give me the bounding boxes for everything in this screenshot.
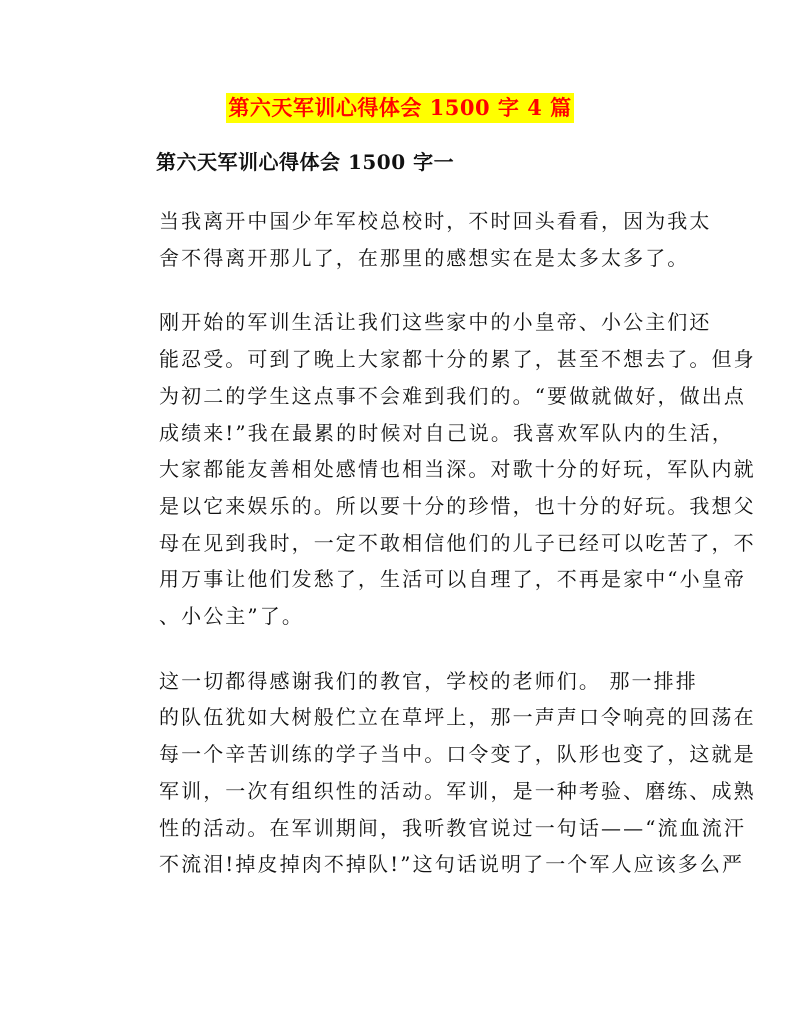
paragraph-line: 是以它来娱乐的。所以要十分的珍惜，也十分的好玩。我想父: [159, 493, 756, 518]
paragraph-line: 不流泪!掉皮掉肉不掉队!”这句话说明了一个军人应该多么严: [159, 852, 745, 877]
paragraph-line: 舍不得离开那儿了，在那里的感想实在是太多太多了。: [159, 245, 690, 270]
title-container: [0, 93, 800, 123]
paragraph-line: 母在见到我时，一定不敢相信他们的儿子已经可以吃苦了，不: [159, 530, 756, 555]
paragraph-line: 大家都能友善相处感情也相当深。对歌十分的好玩，军队内就: [159, 457, 756, 482]
section-heading: 第六天军训心得体会 1500 字一: [156, 150, 455, 174]
paragraph-line: 、小公主”了。: [159, 604, 304, 629]
paragraph-line: 刚开始的军训生活让我们这些家中的小皇帝、小公主们还: [159, 310, 712, 335]
paragraph-line: 性的活动。在军训期间，我听教官说过一句话——“流血流汗: [159, 815, 746, 840]
document-body: [119, 203, 756, 883]
paragraph-2: [119, 304, 756, 634]
paragraph-line: 为初二的学生这点事不会难到我们的。“要做就做好，做出点: [159, 383, 746, 408]
paragraph-line: 用万事让他们发愁了，生活可以自理了，不再是家中“小皇帝: [159, 567, 746, 592]
paragraph-line: 能忍受。可到了晚上大家都十分的累了，甚至不想去了。但身: [159, 347, 756, 372]
paragraph-line: 的队伍犹如大树般伫立在草坪上，那一声声口令响亮的回荡在: [159, 705, 756, 730]
paragraph-line: 当我离开中国少年军校总校时，不时回头看看，因为我太: [159, 209, 712, 233]
paragraph-3: [119, 663, 756, 883]
paragraph-1: [119, 203, 712, 276]
paragraph-line: 这一切都得感谢我们的教官，学校的老师们。 那一排排: [159, 668, 698, 693]
paragraph-line: 每一个辛苦训练的学子当中。口令变了，队形也变了，这就是: [159, 742, 756, 767]
paragraph-line: 军训，一次有组织性的活动。军训，是一种考验、磨练、成熟: [159, 778, 756, 803]
document-title: 第六天军训心得体会 1500 字 4 篇: [226, 93, 573, 123]
paragraph-line: 成绩来!”我在最累的时候对自己说。我喜欢军队内的生活，: [159, 420, 734, 445]
